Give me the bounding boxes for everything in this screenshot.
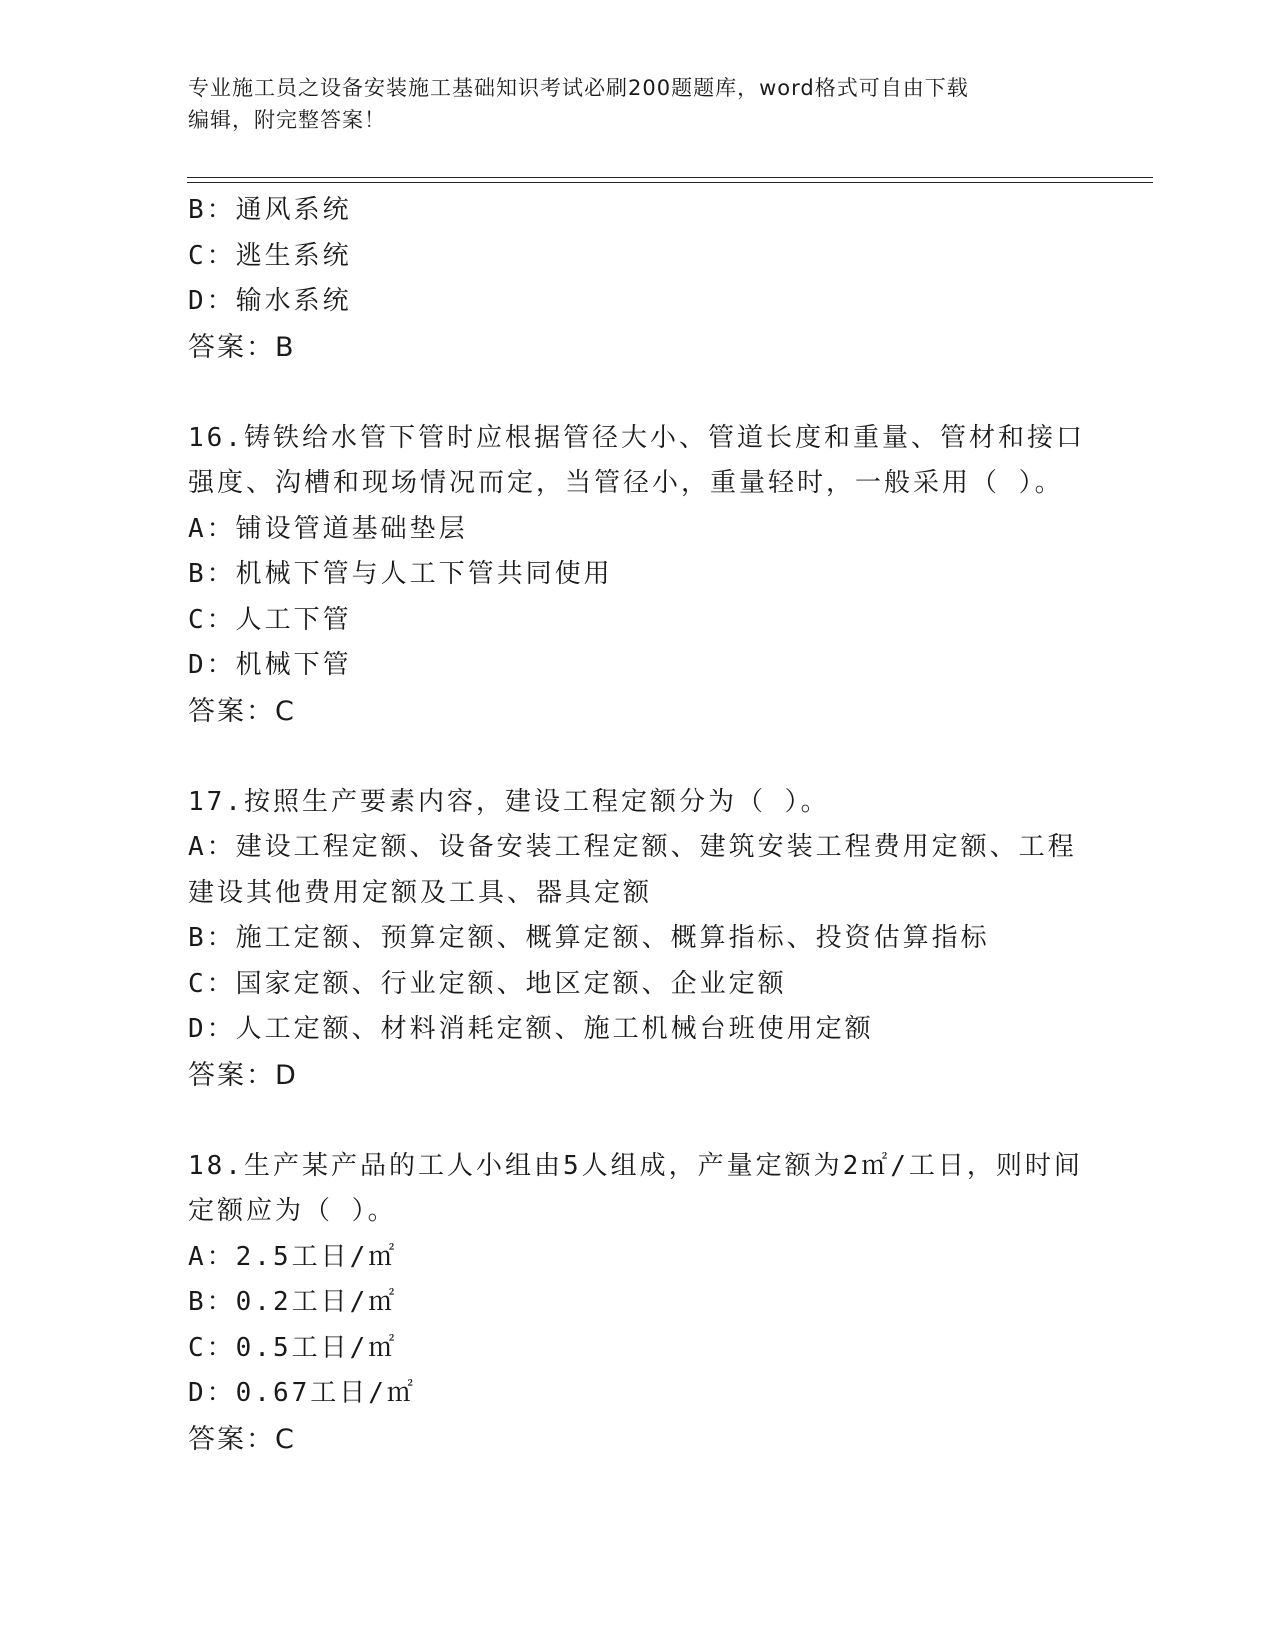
answer: 答案：C	[188, 1423, 296, 1455]
option-a: A：铺设管道基础垫层	[188, 513, 468, 544]
option-d: D：人工定额、材料消耗定额、施工机械台班使用定额	[188, 1014, 874, 1044]
spacer	[188, 734, 1108, 780]
question-17	[188, 780, 1108, 1099]
option-c: C：人工下管	[188, 604, 352, 635]
header-title-line-1: 专业施工员之设备安装施工基础知识考试必刷200题题库，word格式可自由下载	[188, 76, 969, 100]
spacer	[188, 370, 1108, 416]
option-d: D：输水系统	[188, 286, 352, 316]
option-b: B：0.2工日/㎡	[188, 1287, 398, 1317]
option-a: A：建设工程定额、设备安装工程定额、建筑安装工程费用定额、工程	[188, 832, 1077, 862]
option-b: B：施工定额、预算定额、概算定额、概算指标、投资估算指标	[188, 923, 990, 953]
option-b: B：通风系统	[188, 195, 352, 225]
option-c: C：逃生系统	[188, 240, 352, 271]
option-b: B：机械下管与人工下管共同使用	[188, 559, 613, 589]
question-stem: 强度、沟槽和现场情况而定，当管径小，重量轻时，一般采用（ ）。	[188, 468, 1064, 498]
option-d: D：0.67工日/㎡	[188, 1378, 416, 1408]
answer: 答案：D	[188, 1059, 298, 1091]
document-header	[188, 72, 1088, 136]
question-stem: 17.按照生产要素内容，建设工程定额分为（ ）。	[188, 786, 830, 817]
option-d: D：机械下管	[188, 650, 352, 680]
question-stem: 18.生产某产品的工人小组由5人组成，产量定额为2㎡/工日，则时间	[188, 1150, 1083, 1181]
header-title-line-2: 编辑，附完整答案！	[188, 108, 386, 132]
answer: 答案：C	[188, 695, 296, 727]
question-15-tail	[188, 188, 1108, 370]
header-divider-top	[187, 177, 1153, 178]
header-divider-bottom	[187, 182, 1153, 183]
answer: 答案：B	[188, 331, 296, 363]
question-list	[188, 188, 1108, 1462]
spacer	[188, 1098, 1108, 1144]
option-c: C：国家定额、行业定额、地区定额、企业定额	[188, 968, 787, 999]
option-a: A：2.5工日/㎡	[188, 1241, 398, 1272]
question-16	[188, 416, 1108, 735]
option-c: C：0.5工日/㎡	[188, 1332, 398, 1363]
option-a-continued: 建设其他费用定额及工具、器具定额	[188, 877, 653, 908]
question-stem: 定额应为（ ）。	[188, 1196, 397, 1226]
question-18	[188, 1144, 1108, 1463]
question-stem: 16.铸铁给水管下管时应根据管径大小、管道长度和重量、管材和接口	[188, 422, 1085, 453]
